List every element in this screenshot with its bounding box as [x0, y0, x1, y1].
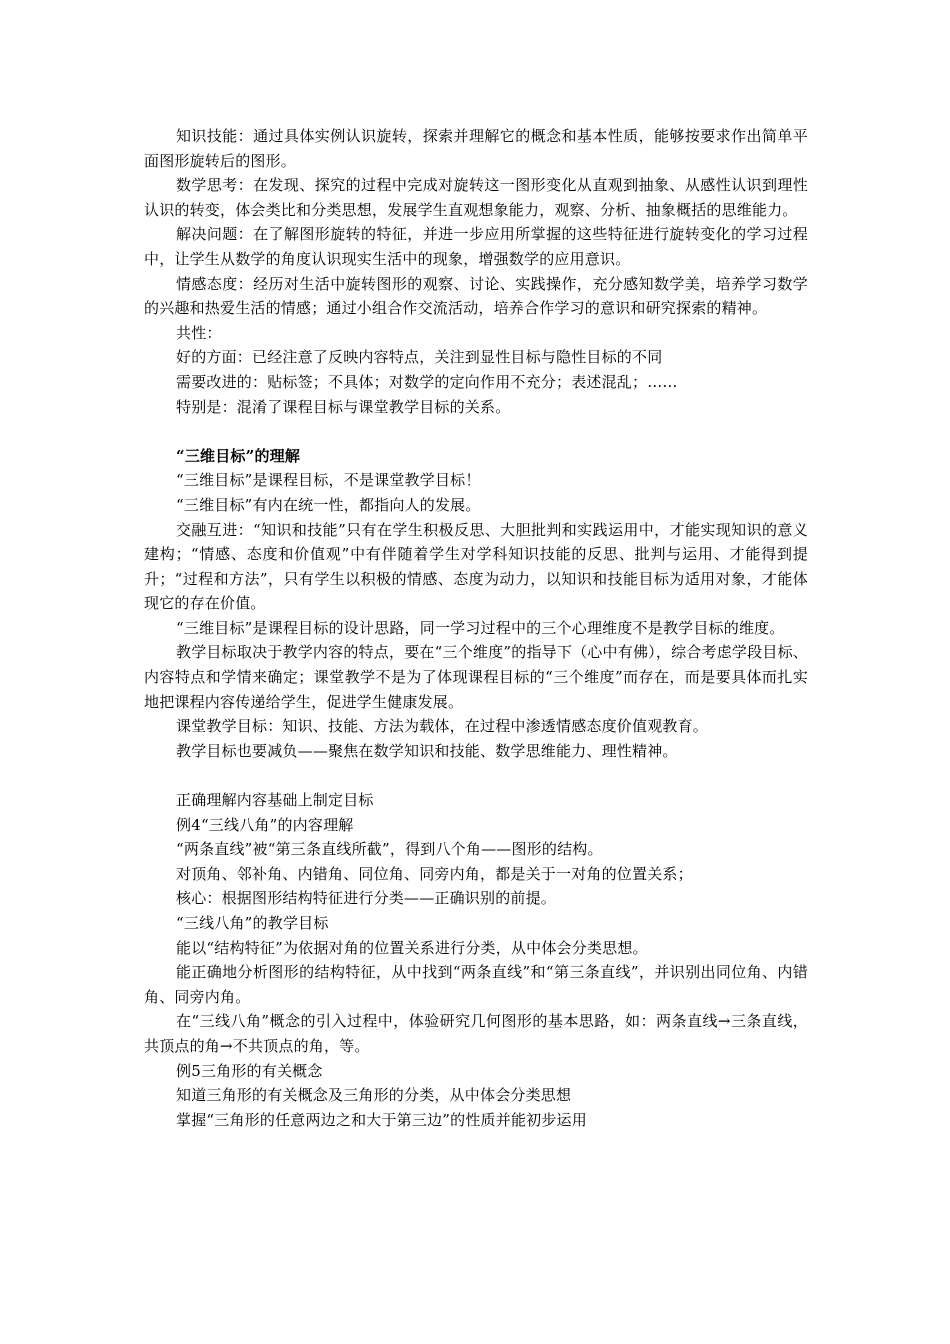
paragraph-good-aspects: 好的方面：已经注意了反映内容特点，关注到显性目标与隐性目标的不同	[176, 348, 663, 367]
paragraph-goal-classify: 能以“结构特征”为依据对角的位置关系进行分类，从中体会分类思想。	[176, 938, 648, 957]
paragraph-needs-improvement: 需要改进的：贴标签；不具体；对数学的定向作用不充分；表述混乱；……	[176, 372, 678, 391]
paragraph-emotional-attitude: 情感态度：经历对生活中旋转图形的观察、讨论、实践操作，充分感知数学美，培养学习数学的兴趣和热爱生活的情感；通过小组合作交流活动，培养合作学习的意识和研究探索的精神。	[144, 274, 808, 318]
paragraph-knowledge-skills: 知识技能：通过具体实例认识旋转，探索并理解它的概念和基本性质，能够按要求作出简单平面图形旋转后的图形。	[144, 127, 808, 170]
paragraph-goal-experience: 在“三线八角”概念的引入过程中，体验研究几何图形的基本思路，如：两条直线→三条直线，共顶点的角→不共顶点的角，等。	[144, 1012, 808, 1055]
paragraph-classroom-goal: 课堂教学目标：知识、技能、方法为载体，在过程中渗透情感态度价值观教育。	[176, 717, 709, 736]
paragraph-course-goal: “三维目标”是课程目标，不是课堂教学目标！	[176, 471, 481, 490]
paragraph-teaching-goal-basis: 教学目标取决于教学内容的特点，要在“三个维度”的指导下（心中有佛），综合考虑学段目标、内容特点和学情来确定；课堂教学不是为了体现课程目标的“三个维度”而存在，而是要具体而扎实地把课程内容传递给学生，促进学生健康发展。	[144, 643, 808, 711]
paragraph-core: 核心：根据图形结构特征进行分类——正确识别的前提。	[176, 889, 557, 908]
paragraph-problem-solving: 解决问题：在了解图形旋转的特征，并进一步应用所掌握的这些特征进行旋转变化的学习过程中，让学生从数学的角度认识现实生活中的现象，增强数学的应用意识。	[144, 225, 808, 268]
paragraph-two-lines: “两条直线”被“第三条直线所截”，得到八个角——图形的结构。	[176, 840, 603, 859]
paragraph-example-4-title: 例4“三线八角”的内容理解	[176, 815, 354, 834]
document-body	[144, 124, 808, 1132]
paragraph-design-idea: “三维目标”是课程目标的设计思路，同一学习过程中的三个心理维度不是教学目标的维度。	[176, 618, 785, 637]
paragraph-goal-analyze: 能正确地分析图形的结构特征，从中找到“两条直线”和“第三条直线”，并识别出同位角、内错角、同旁内角。	[144, 963, 808, 1006]
paragraph-reduce-burden: 教学目标也要减负——聚焦在数学知识和技能、数学思维能力、理性精神。	[176, 741, 678, 760]
paragraph-commonality: 共性：	[176, 323, 222, 342]
blank-line	[144, 763, 808, 788]
paragraph-triangle-inequality: 掌握“三角形的任意两边之和大于第三边”的性质并能初步运用	[176, 1110, 587, 1129]
paragraph-math-thinking: 数学思考：在发现、探究的过程中完成对旋转这一图形变化从直观到抽象、从感性认识到理性认识的转变，体会类比和分类思想，发展学生直观想象能力，观察、分析、抽象概括的思维能力。	[144, 176, 808, 219]
paragraph-three-lines-goals: “三线八角”的教学目标	[176, 914, 329, 932]
paragraph-set-goals: 正确理解内容基础上制定目标	[176, 791, 374, 810]
paragraph-triangle-concepts: 知道三角形的有关概念及三角形的分类，从中体会分类思想	[176, 1086, 572, 1105]
paragraph-example-5-title: 例5三角形的有关概念	[176, 1061, 323, 1080]
blank-line	[144, 419, 808, 444]
paragraph-especially: 特别是：混淆了课程目标与课堂教学目标的关系。	[176, 397, 511, 416]
section-heading-three-dimensional-goals: “三维目标”的理解	[176, 446, 301, 465]
paragraph-unity: “三维目标”有内在统一性，都指向人的发展。	[176, 495, 481, 514]
paragraph-integration: 交融互进：“知识和技能”只有在学生积极反思、大胆批判和实践运用中，才能实现知识的意义建构；“情感、态度和价值观”中有伴随着学生对学科知识技能的反思、批判与运用、才能得到提升；“过程和方法”，只有学生以积极的情感、态度为动力，以知识和技能目标为适用对象，才能体现它的存在价值。	[144, 520, 808, 613]
paragraph-angle-relations: 对顶角、邻补角、内错角、同位角、同旁内角，都是关于一对角的位置关系；	[176, 864, 693, 883]
